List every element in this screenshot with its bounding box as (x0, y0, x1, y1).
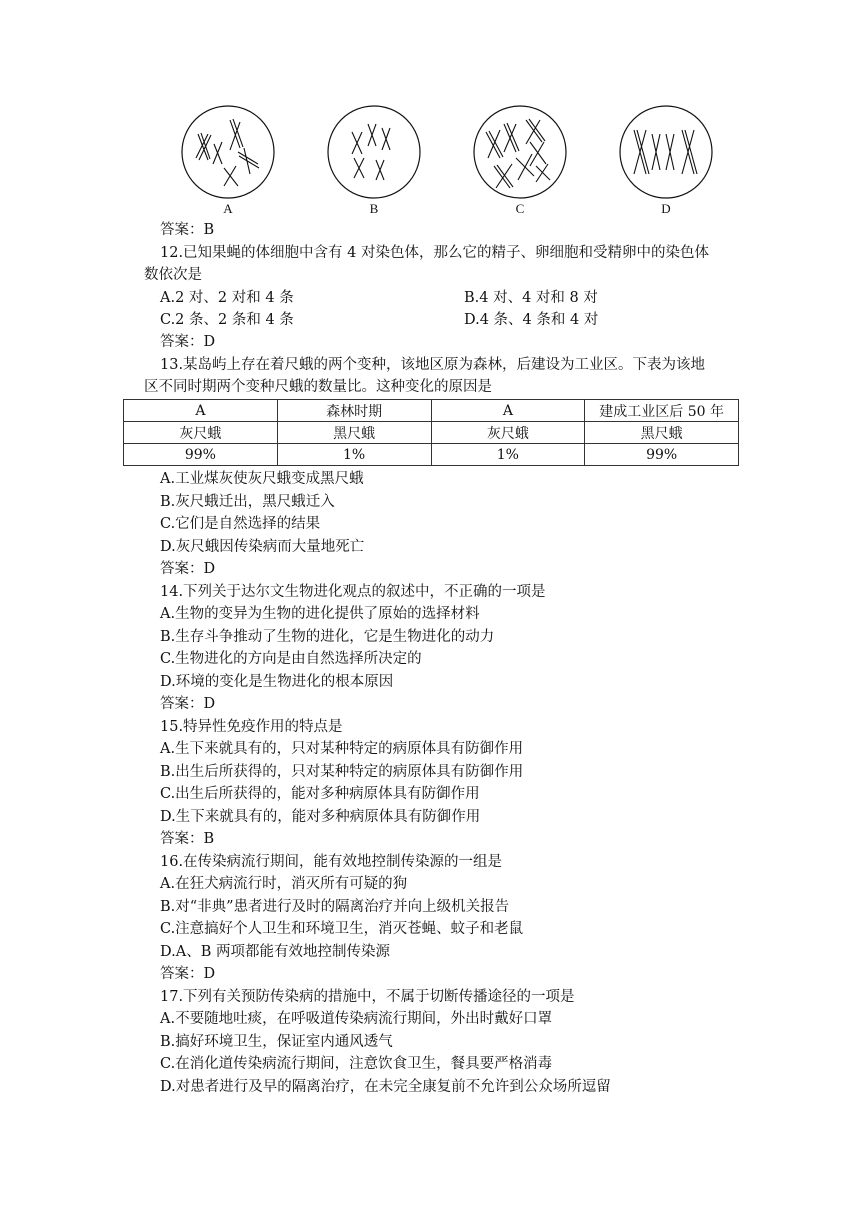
question-15-option-a: A.生下来就具有的，只对某种特定的病原体具有防御作用 (160, 741, 524, 757)
cell-a-label: A (223, 201, 233, 216)
cell-d-label: D (661, 201, 671, 216)
table-cell: 黑尺蛾 (277, 422, 431, 444)
question-15-option-c: C.出生后所获得的，能对多种病原体具有防御作用 (160, 786, 480, 802)
question-17-option-b: B.搞好环境卫生，保证室内通风透气 (160, 1034, 393, 1050)
question-17-option-d: D.对患者进行及早的隔离治疗，在未完全康复前不允许到公众场所逗留 (160, 1079, 611, 1095)
cell-b (324, 102, 424, 217)
question-16-option-a: A.在狂犬病流行时，消灭所有可疑的狗 (160, 876, 408, 892)
cell-d-drawing (616, 102, 716, 202)
question-14-option-a: A.生物的变异为生物的进化提供了原始的选择材料 (160, 606, 480, 622)
question-12-option-a: A.2 对、2 对和 4 条 (160, 290, 294, 306)
answer-13: 答案：D (160, 561, 216, 577)
cell-d (616, 102, 716, 217)
question-15-option-b: B.出生后所获得的，只对某种特定的病原体具有防御作用 (160, 764, 524, 780)
answer-11: 答案：B (160, 222, 215, 238)
question-15-option-d: D.生下来就具有的，能对多种病原体具有防御作用 (160, 809, 481, 825)
moth-ratio-table (123, 399, 739, 466)
cell-c-drawing (470, 102, 570, 202)
question-16-option-b: B.对“非典”患者进行及时的隔离治疗并向上级机关报告 (160, 899, 510, 915)
question-12-option-c: C.2 条、2 条和 4 条 (160, 312, 294, 328)
answer-16: 答案：D (160, 966, 216, 982)
answer-14: 答案：D (160, 696, 216, 712)
question-17: 17.下列有关预防传染病的措施中，不属于切断传播途径的一项是 (160, 989, 575, 1005)
answer-15: 答案：B (160, 831, 215, 847)
question-12-line2: 数依次是 (144, 267, 202, 283)
question-14: 14.下列关于达尔文生物进化观点的叙述中，不正确的一项是 (160, 584, 546, 600)
cell-b-drawing (324, 102, 424, 202)
question-13-option-d: D.灰尺蛾因传染病而大量地死亡 (160, 539, 365, 555)
table-cell: 森林时期 (277, 400, 431, 422)
chromosome-figure (178, 102, 718, 220)
table-cell: 灰尺蛾 (431, 422, 585, 444)
table-cell: A (124, 400, 278, 422)
table-cell: 灰尺蛾 (124, 422, 278, 444)
question-16-option-d: D.A、B 两项都能有效地控制传染源 (160, 944, 390, 960)
table-cell: 建成工业区后 50 年 (585, 400, 739, 422)
cell-c (470, 102, 570, 217)
table-cell: 99% (124, 444, 278, 466)
question-12-line1: 12.已知果蝇的体细胞中含有 4 对染色体，那么它的精子、卵细胞和受精卵中的染色体 (160, 245, 710, 261)
cell-a-drawing (178, 102, 278, 202)
table-cell: 99% (585, 444, 739, 466)
question-13-option-a: A.工业煤灰使灰尺蛾变成黑尺蛾 (160, 471, 364, 487)
question-13-line2: 区不同时期两个变种尺蛾的数量比。这种变化的原因是 (144, 379, 492, 395)
question-14-option-d: D.环境的变化是生物进化的根本原因 (160, 674, 394, 690)
question-13-line1: 13.某岛屿上存在着尺蛾的两个变种，该地区原为森林，后建设为工业区。下表为该地 (160, 357, 706, 373)
question-12-option-d: D.4 条、4 条和 4 对 (464, 312, 599, 328)
question-12-option-b: B.4 对、4 对和 8 对 (464, 290, 598, 306)
question-15: 15.特异性免疫作用的特点是 (160, 719, 343, 735)
table-row (124, 444, 739, 466)
answer-12: 答案：D (160, 334, 216, 350)
table-cell: 1% (431, 444, 585, 466)
question-13-option-c: C.它们是自然选择的结果 (160, 516, 321, 532)
table-row (124, 422, 739, 444)
table-cell: 黑尺蛾 (585, 422, 739, 444)
question-14-option-b: B.生存斗争推动了生物的进化，它是生物进化的动力 (160, 629, 495, 645)
cell-b-label: B (369, 201, 379, 216)
question-17-option-a: A.不要随地吐痰，在呼吸道传染病流行期间，外出时戴好口罩 (160, 1011, 553, 1027)
question-13-option-b: B.灰尺蛾迁出，黑尺蛾迁入 (160, 494, 335, 510)
question-17-option-c: C.在消化道传染病流行期间，注意饮食卫生，餐具要严格消毒 (160, 1056, 553, 1072)
cell-a (178, 102, 278, 217)
question-16: 16.在传染病流行期间，能有效地控制传染源的一组是 (160, 854, 503, 870)
question-14-option-c: C.生物进化的方向是由自然选择所决定的 (160, 651, 422, 667)
question-16-option-c: C.注意搞好个人卫生和环境卫生，消灭苍蝇、蚊子和老鼠 (160, 921, 524, 937)
table-row (124, 400, 739, 422)
table-cell: 1% (277, 444, 431, 466)
cell-c-label: C (515, 201, 525, 216)
table-cell: A (431, 400, 585, 422)
